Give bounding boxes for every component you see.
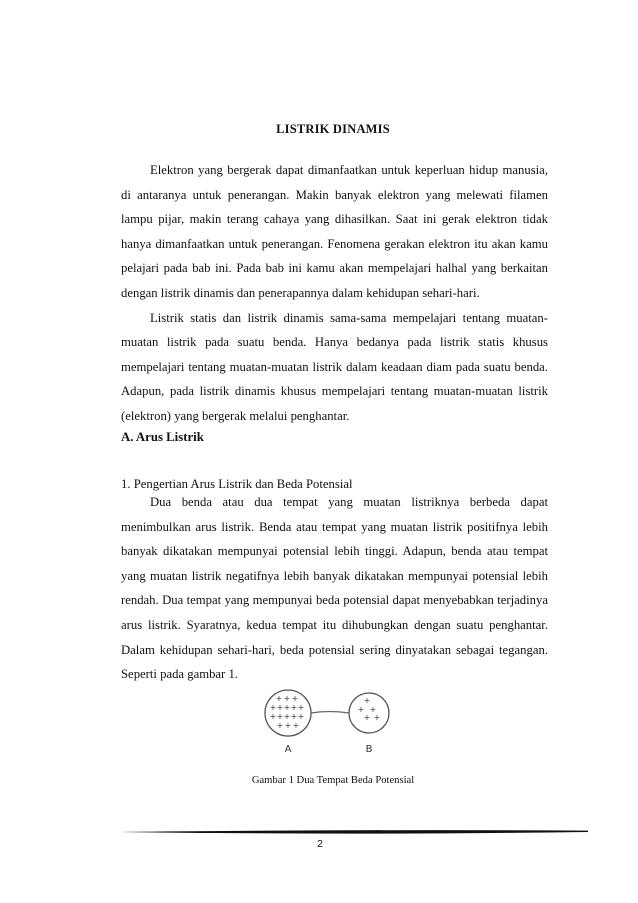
charge-sign-a: + [291, 694, 299, 703]
charge-sign-a: + [290, 703, 298, 712]
subsection-text [121, 490, 548, 687]
label-b: B [365, 744, 373, 755]
charge-sign-a: + [297, 712, 305, 721]
charge-sign-a: + [283, 703, 291, 712]
charge-sign-b: + [363, 713, 371, 722]
charge-sign-a: + [292, 721, 300, 730]
figure-caption: Gambar 1 Dua Tempat Beda Potensial [251, 775, 415, 786]
intro-paragraph-1: Elektron yang bergerak dapat dimanfaatkan untuk keperluan hidup manusia, di antaranya untuk penerangan. Makin banyak elektron yang melewati filamen lampu pijar, makin terang cahaya yang dihasilkan. Saat ini gerak elektron tidak hanya dimanfaatkan untuk penerangan. Fenomena gerakan elektron itu akan kamu pelajari pada bab ini. Pada bab ini kamu akan mempelajari halhal yang berkaitan dengan listrik dinamis dan penerapannya dalam kehidupan sehari-hari. [121, 163, 548, 300]
charge-sign-b: + [363, 696, 371, 705]
subsection-heading: 1. Pengertian Arus Listrik dan Beda Potensial [121, 477, 353, 491]
charge-sign-a: + [284, 721, 292, 730]
sphere-b-charges [358, 696, 381, 722]
intro-text [121, 158, 548, 429]
conductor-wire [311, 712, 349, 714]
charge-sign-a: + [275, 694, 283, 703]
charge-sign-a: + [269, 703, 277, 712]
footer-divider [120, 828, 588, 836]
potential-difference-figure [263, 686, 411, 756]
label-a: A [284, 744, 292, 755]
page-title: LISTRIK DINAMIS [276, 122, 390, 136]
intro-paragraph-2: Listrik statis dan listrik dinamis sama-sama mempelajari tentang muatan-muatan listrik pada suatu benda. Hanya bedanya pada listrik statis khusus mempelajari tentang muatan-muatan listrik dalam keadaan diam pada suatu benda. Adapun, pada listrik dinamis khusus mempelajari tentang muatan-muatan listrik (elektron) yang bergerak melalui penghantar. [121, 310, 548, 423]
charge-sign-b: + [369, 705, 377, 714]
charge-sign-a: + [276, 703, 284, 712]
section-heading: A. Arus Listrik [121, 430, 204, 444]
charge-sign-a: + [276, 712, 284, 721]
charge-sign-b: + [373, 713, 381, 722]
charge-sign-b: + [357, 705, 365, 714]
page-number: 2 [317, 838, 323, 850]
charge-sign-a: + [290, 712, 298, 721]
charge-sign-a: + [269, 712, 277, 721]
charge-sign-a: + [283, 712, 291, 721]
sphere-a-charges [270, 694, 305, 730]
charge-sign-a: + [276, 721, 284, 730]
subsection-paragraph: Dua benda atau dua tempat yang muatan listriknya berbeda dapat menimbulkan arus listrik. Benda atau tempat yang muatan listrik positifnya lebih banyak dikatakan mempunyai potensial lebih tinggi. Adapun, benda atau tempat yang muatan listrik negatifnya lebih banyak dikatakan mempunyai potensial lebih rendah. Dua tempat yang mempunyai beda potensial dapat menyebabkan terjadinya arus listrik. Syaratnya, kedua tempat itu dihubungkan dengan suatu penghantar. Dalam kehidupan sehari-hari, beda potensial sering dinyatakan sebagai tegangan. Seperti pada gambar 1. [121, 495, 548, 682]
charge-sign-a: + [283, 694, 291, 703]
charge-sign-a: + [297, 703, 305, 712]
